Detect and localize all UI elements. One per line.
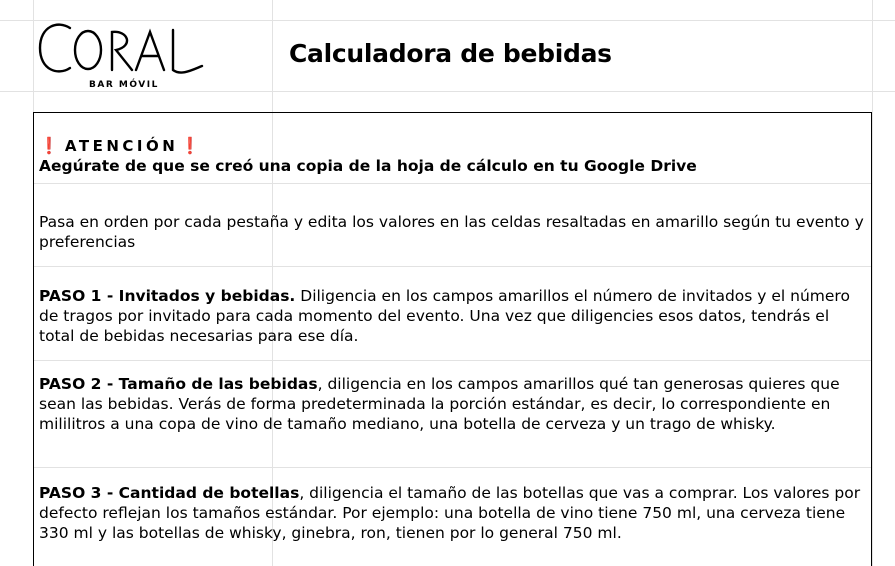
step-3-label: PASO 3 - Cantidad de botellas <box>39 484 300 502</box>
step-2 <box>39 374 865 434</box>
grid-col-line <box>872 0 873 566</box>
notice-heading-label: ATENCIÓN <box>64 137 179 155</box>
step-1 <box>39 286 865 346</box>
intro-text: Pasa en orden por cada pestaña y edita los valores en las celdas resaltadas en amarillo según tu evento y preferencias <box>39 213 864 251</box>
notice-body: Aegúrate de que se creó una copia de la hoja de cálculo en tu Google Drive <box>39 157 697 175</box>
step-1-text: Diligencia en los campos amarillos el número de invitados y el número de tragos por invitado para cada momento del evento. Una vez que diligencies esos datos, tendrás el total de bebidas necesarias para ese día. <box>39 287 850 345</box>
step-1-label: PASO 1 - Invitados y bebidas. <box>39 287 296 305</box>
page-title: Calculadora de bebidas <box>289 39 612 68</box>
step-2-label: PASO 2 - Tamaño de las bebidas <box>39 375 318 393</box>
logo-subtitle: BAR MÓVIL <box>89 80 159 90</box>
coral-wordmark-icon <box>36 18 206 82</box>
exclamation-icon: ❗ <box>180 136 201 155</box>
step-3 <box>39 483 865 543</box>
step-3-text: , diligencia el tamaño de las botellas que vas a comprar. Los valores por defecto reflejan los tamaños estándar. Por ejemplo: una botella de vino tiene 750 ml, una cerveza tiene 330 ml y las botellas de whisky, ginebra, ron, tienen por lo general 750 ml. <box>39 484 861 542</box>
exclamation-icon: ❗ <box>39 136 59 155</box>
step-2-text: , diligencia en los campos amarillos qué tan generosas quieres que sean las bebidas. Verás de forma predeterminada la porción estándar, es decir, lo correspondiente en mililitros a una copa de vino de tamaño mediano, una botella de cerveza y un trago de whisky. <box>39 375 840 433</box>
notice-heading <box>39 136 865 156</box>
